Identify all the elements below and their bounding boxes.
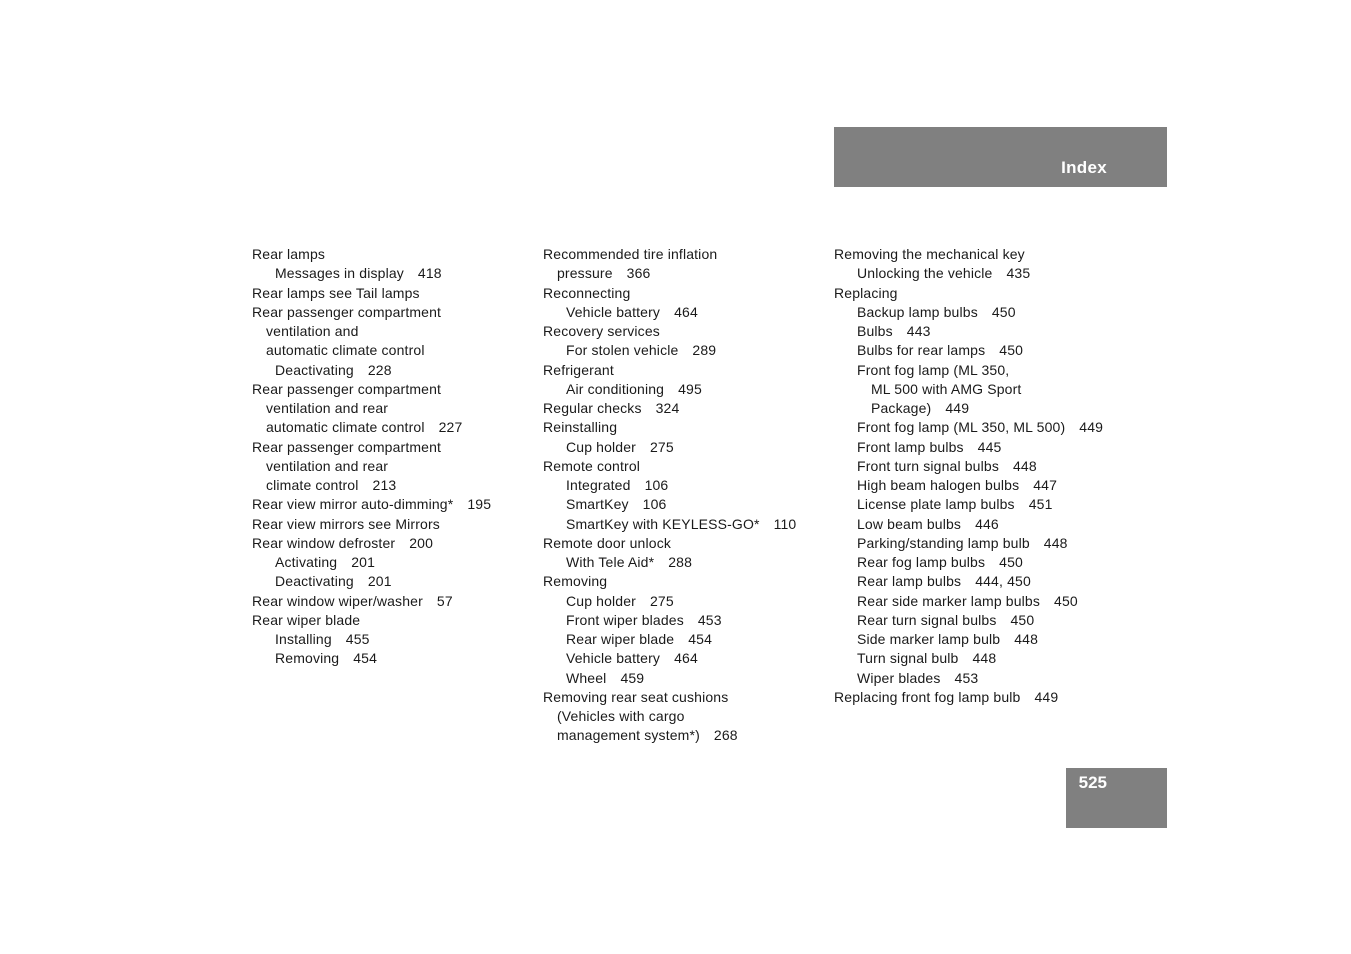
- index-entry-term: climate control: [266, 477, 359, 493]
- index-entry-term: Cup holder: [566, 592, 636, 609]
- index-entry: [834, 592, 1103, 611]
- index-entry: [252, 322, 491, 341]
- index-entry-page: 288: [668, 554, 693, 570]
- index-entry-term: Rear fog lamp bulbs: [857, 554, 986, 570]
- index-entry-page: 455: [345, 631, 370, 647]
- index-entry-page: 57: [436, 592, 453, 609]
- index-entry: [252, 418, 491, 437]
- index-entry: [252, 630, 491, 649]
- index-entry-term: Rear lamps see Tail lamps: [252, 284, 420, 301]
- index-entry-term: Remote door unlock: [543, 534, 671, 551]
- index-entry: [543, 630, 796, 649]
- index-entry: [252, 284, 491, 303]
- index-entry-term: Bulbs: [857, 323, 893, 339]
- index-entry-page: 453: [954, 669, 979, 686]
- index-entry: [543, 534, 796, 553]
- index-entry-term: Backup lamp bulbs: [857, 303, 978, 320]
- index-entry: [543, 476, 796, 495]
- index-entry-term: management system*): [557, 727, 700, 744]
- index-entry: [543, 361, 796, 380]
- index-entry-term: Rear view mirrors see Mirrors: [252, 515, 440, 532]
- index-entry-page: 450: [991, 303, 1016, 320]
- index-entry-term: Rear wiper blade: [566, 631, 675, 647]
- index-entry-page: 106: [642, 496, 667, 513]
- index-entry-term: Turn signal bulb: [857, 650, 959, 667]
- index-entry-page: 324: [655, 400, 680, 416]
- index-entry-term: Front fog lamp (ML 350, ML 500): [857, 419, 1066, 436]
- index-entry: [543, 649, 796, 668]
- index-entry-page: 228: [367, 361, 392, 378]
- index-entry-term: Rear passenger compartment: [252, 303, 442, 320]
- index-entry-term: Side marker lamp bulb: [857, 631, 1001, 647]
- index-entry-term: ventilation and rear: [266, 457, 389, 474]
- index-entry-term: ventilation and rear: [266, 400, 389, 416]
- index-entry-page: 454: [688, 631, 713, 647]
- index-entry-term: Deactivating: [275, 361, 354, 378]
- page-number-box: [1066, 768, 1167, 828]
- index-entry: [543, 303, 796, 322]
- index-entry-page: 435: [1006, 265, 1031, 282]
- index-entry-term: (Vehicles with cargo: [557, 708, 685, 724]
- index-entry: [543, 592, 796, 611]
- index-entry: [834, 515, 1103, 534]
- index-entry-term: Reinstalling: [543, 419, 618, 436]
- page-number: 525: [1078, 773, 1107, 792]
- index-entry: [834, 649, 1103, 668]
- index-entry-term: Rear turn signal bulbs: [857, 611, 997, 628]
- index-entry: [252, 399, 491, 418]
- index-entry-term: Rear window defroster: [252, 534, 396, 551]
- index-entry: [834, 534, 1103, 553]
- index-entry-term: Bulbs for rear lamps: [857, 342, 986, 359]
- index-entry: [543, 515, 796, 534]
- index-entry-term: Wiper blades: [857, 669, 941, 686]
- index-entry-page: 446: [975, 515, 999, 532]
- index-entry: [834, 669, 1103, 688]
- index-entry-term: SmartKey: [566, 496, 629, 513]
- index-entry-term: Recovery services: [543, 323, 660, 339]
- index-entry: [543, 284, 796, 303]
- index-entry: [834, 495, 1103, 514]
- index-entry-page: 459: [620, 669, 645, 686]
- index-entry: [252, 649, 491, 668]
- index-entry: [543, 380, 796, 399]
- index-entry-term: Activating: [275, 554, 338, 570]
- section-header-bar: [834, 127, 1167, 187]
- index-entry: [834, 553, 1103, 572]
- index-entry: [834, 284, 1103, 303]
- index-entry-page: 289: [692, 342, 717, 359]
- index-entry-term: Wheel: [566, 669, 607, 686]
- index-entry: [543, 495, 796, 514]
- index-entry-term: Remote control: [543, 457, 641, 474]
- index-entry-term: Replacing: [834, 284, 898, 301]
- index-entry-term: SmartKey with KEYLESS-GO*: [566, 515, 760, 532]
- index-entry-term: With Tele Aid*: [566, 554, 655, 570]
- index-entry: [543, 669, 796, 688]
- index-entry: [252, 341, 491, 360]
- index-entry-page: 450: [1054, 592, 1078, 609]
- index-entry-term: Integrated: [566, 477, 631, 493]
- index-entry-term: Regular checks: [543, 400, 642, 416]
- index-entry-page: 454: [353, 650, 378, 667]
- index-entry: [834, 399, 1103, 418]
- index-entry-page: 449: [1079, 419, 1104, 436]
- index-entry: [543, 322, 796, 341]
- index-entry: [834, 303, 1103, 322]
- index-entry-term: Messages in display: [275, 265, 404, 282]
- index-entry: [252, 476, 491, 495]
- index-entry-term: Refrigerant: [543, 361, 614, 378]
- index-entry-page: 444, 450: [975, 573, 1031, 590]
- index-entry: [252, 534, 491, 553]
- index-entry-page: 201: [351, 554, 376, 570]
- index-entry-term: automatic climate control: [266, 342, 425, 359]
- index-entry-term: For stolen vehicle: [566, 342, 679, 359]
- index-entry-term: Rear view mirror auto-dimming*: [252, 496, 454, 513]
- index-entry-page: 445: [977, 438, 1002, 455]
- index-entry: [834, 630, 1103, 649]
- index-entry: [252, 495, 491, 514]
- index-entry-page: 275: [650, 438, 674, 455]
- index-entry: [543, 611, 796, 630]
- index-entry-page: 450: [999, 554, 1023, 570]
- index-entry-term: Rear lamps: [252, 246, 326, 262]
- index-entry-page: 448: [1043, 534, 1068, 551]
- index-entry: [252, 361, 491, 380]
- index-entry-term: Removing: [275, 650, 340, 667]
- index-entry-page: 418: [417, 265, 442, 282]
- index-entry-term: Front wiper blades: [566, 611, 684, 628]
- index-entry: [834, 341, 1103, 360]
- index-entry-term: Removing the mechanical key: [834, 246, 1025, 262]
- index-entry-page: 200: [409, 534, 434, 551]
- index-entry-page: 448: [972, 650, 997, 667]
- index-entry-term: Low beam bulbs: [857, 515, 962, 532]
- index-entry: [252, 380, 491, 399]
- index-entry-term: Front turn signal bulbs: [857, 457, 999, 474]
- index-entry-term: Deactivating: [275, 573, 354, 590]
- index-entry: [834, 457, 1103, 476]
- index-entry-term: Package): [871, 400, 932, 416]
- index-entry-page: 447: [1033, 477, 1058, 493]
- index-entry-page: 275: [650, 592, 674, 609]
- index-entry-page: 227: [438, 419, 463, 436]
- index-entry: [834, 322, 1103, 341]
- index-entry: [252, 515, 491, 534]
- index-entry: [543, 572, 796, 591]
- index-entry-term: Reconnecting: [543, 284, 631, 301]
- index-entry-page: 201: [367, 573, 392, 590]
- index-entry: [543, 553, 796, 572]
- index-entry-page: 443: [906, 323, 931, 339]
- index-entry-page: 464: [674, 650, 698, 667]
- index-entry-term: Removing: [543, 573, 608, 590]
- index-entry: [252, 572, 491, 591]
- index-entry-term: Unlocking the vehicle: [857, 265, 993, 282]
- index-entry: [543, 418, 796, 437]
- index-entry: [834, 418, 1103, 437]
- index-entry-term: Vehicle battery: [566, 303, 661, 320]
- index-entry-term: Recommended tire inflation: [543, 246, 718, 262]
- index-entry-page: 110: [773, 515, 797, 532]
- index-entry-page: 268: [713, 727, 738, 744]
- index-entry-term: License plate lamp bulbs: [857, 496, 1015, 513]
- index-entry-term: High beam halogen bulbs: [857, 477, 1020, 493]
- index-entry-page: 453: [697, 611, 722, 628]
- index-entry-term: Parking/standing lamp bulb: [857, 534, 1030, 551]
- index-entry-term: Rear side marker lamp bulbs: [857, 592, 1041, 609]
- index-entry-term: Cup holder: [566, 438, 636, 455]
- index-entry-page: 448: [1014, 631, 1039, 647]
- index-entry-term: Rear wiper blade: [252, 611, 361, 628]
- index-column-3: [834, 245, 1103, 707]
- index-entry-term: Front lamp bulbs: [857, 438, 964, 455]
- index-entry-page: 464: [674, 303, 698, 320]
- index-entry-page: 366: [626, 265, 651, 282]
- index-entry-term: Air conditioning: [566, 380, 665, 397]
- index-entry: [834, 264, 1103, 283]
- index-entry-page: 450: [1010, 611, 1035, 628]
- index-entry: [252, 264, 491, 283]
- index-entry: [543, 399, 796, 418]
- index-entry: [834, 380, 1103, 399]
- index-entry-term: Vehicle battery: [566, 650, 661, 667]
- index-entry-page: 195: [467, 496, 492, 513]
- index-entry: [543, 688, 796, 707]
- index-entry: [543, 245, 796, 264]
- index-entry: [543, 341, 796, 360]
- index-entry: [252, 245, 491, 264]
- index-entry-term: Rear lamp bulbs: [857, 573, 962, 590]
- index-entry-page: 106: [644, 477, 669, 493]
- index-entry-page: 448: [1012, 457, 1037, 474]
- index-entry: [834, 361, 1103, 380]
- index-entry: [543, 438, 796, 457]
- index-entry-term: pressure: [557, 265, 613, 282]
- index-entry: [834, 688, 1103, 707]
- index-entry-page: 213: [372, 477, 397, 493]
- index-entry-term: ML 500 with AMG Sport: [871, 380, 1022, 397]
- index-entry: [252, 592, 491, 611]
- index-column-2: [543, 245, 796, 746]
- index-entry: [834, 245, 1103, 264]
- index-column-1: [252, 245, 491, 669]
- index-entry-term: Replacing front fog lamp bulb: [834, 688, 1021, 705]
- index-entry-page: 449: [1034, 688, 1059, 705]
- index-entry: [543, 264, 796, 283]
- index-entry: [252, 457, 491, 476]
- index-entry: [834, 438, 1103, 457]
- index-entry-page: 449: [945, 400, 970, 416]
- index-entry: [543, 457, 796, 476]
- index-entry-term: ventilation and: [266, 323, 359, 339]
- index-entry: [252, 553, 491, 572]
- section-title: Index: [1061, 158, 1107, 177]
- index-entry: [834, 611, 1103, 630]
- index-entry-term: automatic climate control: [266, 419, 425, 436]
- index-entry: [252, 303, 491, 322]
- index-entry-term: Installing: [275, 631, 332, 647]
- index-entry: [543, 726, 796, 745]
- index-entry: [252, 611, 491, 630]
- index-entry-term: Removing rear seat cushions: [543, 688, 729, 705]
- index-entry: [834, 476, 1103, 495]
- index-entry-term: Rear passenger compartment: [252, 380, 442, 397]
- index-entry-page: 451: [1028, 496, 1053, 513]
- index-entry: [834, 572, 1103, 591]
- index-entry-term: Front fog lamp (ML 350,: [857, 361, 1010, 378]
- index-entry-page: 450: [999, 342, 1024, 359]
- index-entry-term: Rear window wiper/washer: [252, 592, 423, 609]
- index-entry-term: Rear passenger compartment: [252, 438, 442, 455]
- index-entry: [543, 707, 796, 726]
- index-entry: [252, 438, 491, 457]
- index-entry-page: 495: [678, 380, 702, 397]
